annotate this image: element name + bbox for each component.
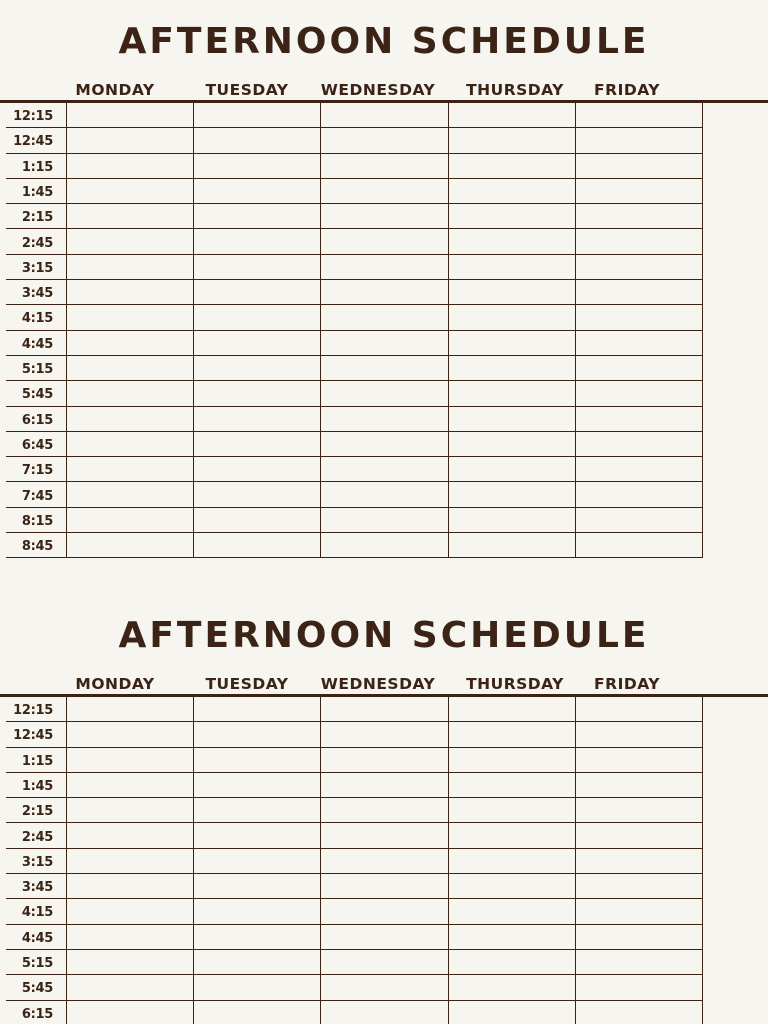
schedule-cell-tuesday[interactable]	[193, 255, 320, 280]
time-row	[0, 697, 768, 722]
schedule-cell-friday[interactable]	[575, 356, 702, 381]
schedule-cell-tuesday[interactable]	[193, 280, 320, 305]
schedule-cell-friday[interactable]	[575, 381, 702, 406]
schedule-cell-wednesday[interactable]	[320, 824, 448, 849]
schedule-cell-wednesday[interactable]	[320, 849, 448, 874]
time-label: 3:15	[21, 260, 53, 276]
schedule-cell-tuesday[interactable]	[193, 407, 320, 432]
schedule-cell-wednesday[interactable]	[320, 1001, 448, 1024]
time-label: 12:15	[13, 109, 53, 124]
time-label: 3:15	[21, 854, 53, 870]
schedule-cell-thursday[interactable]	[448, 824, 575, 849]
schedule-cell-thursday[interactable]	[448, 483, 575, 508]
time-row	[0, 154, 768, 179]
time-row	[0, 899, 768, 924]
time-label: 12:45	[13, 728, 53, 744]
schedule-cell-monday[interactable]	[66, 280, 193, 305]
schedule-cell-wednesday[interactable]	[320, 899, 448, 924]
schedule-cell-wednesday[interactable]	[320, 533, 448, 558]
schedule-cell-friday[interactable]	[575, 305, 702, 330]
schedule-cell-monday[interactable]	[66, 748, 193, 773]
schedule-cell-thursday[interactable]	[448, 975, 575, 1000]
schedule-cell-friday[interactable]	[575, 824, 702, 849]
schedule-cell-friday[interactable]	[575, 204, 702, 229]
schedule-cell-tuesday[interactable]	[193, 230, 320, 255]
schedule-cell-tuesday[interactable]	[193, 483, 320, 508]
schedule-cell-friday[interactable]	[575, 950, 702, 975]
schedule-cell-tuesday[interactable]	[193, 179, 320, 204]
schedule-cell-thursday[interactable]	[448, 432, 575, 457]
schedule-cell-wednesday[interactable]	[320, 103, 448, 128]
time-row	[0, 381, 768, 406]
schedule-cell-wednesday[interactable]	[320, 925, 448, 950]
schedule-cell-thursday[interactable]	[448, 179, 575, 204]
schedule-title: AFTERNOON SCHEDULE	[118, 21, 650, 62]
schedule-cell-thursday[interactable]	[448, 381, 575, 406]
schedule-cell-friday[interactable]	[575, 128, 702, 153]
schedule-cell-wednesday[interactable]	[320, 457, 448, 482]
schedule-cell-wednesday[interactable]	[320, 432, 448, 457]
schedule-cell-wednesday[interactable]	[320, 204, 448, 229]
time-label: 12:45	[13, 134, 53, 150]
time-label: 1:45	[21, 778, 53, 794]
schedule-cell-thursday[interactable]	[448, 356, 575, 381]
schedule-cell-monday[interactable]	[66, 230, 193, 255]
day-header-friday: FRIDAY	[594, 675, 660, 693]
schedule-cell-friday[interactable]	[575, 798, 702, 823]
column-divider	[193, 103, 194, 558]
schedule-cell-monday[interactable]	[66, 179, 193, 204]
schedule-cell-monday[interactable]	[66, 432, 193, 457]
time-label: 4:15	[21, 905, 53, 921]
schedule-cell-wednesday[interactable]	[320, 280, 448, 305]
time-label: 8:15	[21, 513, 53, 529]
column-divider	[448, 103, 449, 558]
schedule-cell-monday[interactable]	[66, 1001, 193, 1024]
time-label: 2:15	[21, 804, 53, 820]
day-header-thursday: THURSDAY	[466, 81, 564, 99]
schedule-cell-tuesday[interactable]	[193, 331, 320, 356]
schedule-cell-monday[interactable]	[66, 356, 193, 381]
schedule-cell-friday[interactable]	[575, 508, 702, 533]
time-row	[0, 874, 768, 899]
schedule-cell-thursday[interactable]	[448, 697, 575, 722]
schedule-cell-tuesday[interactable]	[193, 798, 320, 823]
day-header-monday: MONDAY	[75, 81, 155, 99]
time-row	[0, 748, 768, 773]
time-label: 5:15	[21, 956, 53, 971]
schedule-cell-monday[interactable]	[66, 154, 193, 179]
schedule-cell-thursday[interactable]	[448, 874, 575, 899]
time-label: 1:15	[21, 753, 53, 769]
schedule-cell-thursday[interactable]	[448, 280, 575, 305]
schedule-cell-wednesday[interactable]	[320, 748, 448, 773]
schedule-cell-thursday[interactable]	[448, 748, 575, 773]
schedule-cell-monday[interactable]	[66, 824, 193, 849]
schedule-cell-monday[interactable]	[66, 204, 193, 229]
schedule-cell-friday[interactable]	[575, 407, 702, 432]
schedule-cell-tuesday[interactable]	[193, 533, 320, 558]
schedule-cell-monday[interactable]	[66, 697, 193, 722]
schedule-cell-wednesday[interactable]	[320, 407, 448, 432]
schedule-cell-friday[interactable]	[575, 179, 702, 204]
schedule-cell-thursday[interactable]	[448, 407, 575, 432]
schedule-cell-tuesday[interactable]	[193, 824, 320, 849]
day-header-thursday: THURSDAY	[466, 675, 564, 693]
schedule-cell-thursday[interactable]	[448, 230, 575, 255]
schedule-cell-tuesday[interactable]	[193, 722, 320, 747]
column-divider	[575, 697, 576, 1024]
time-label: 7:45	[21, 488, 53, 504]
column-divider	[320, 697, 321, 1024]
time-label: 6:45	[21, 437, 53, 453]
day-header-wednesday: WEDNESDAY	[320, 675, 436, 693]
time-label: 1:15	[21, 159, 53, 175]
schedule-cell-monday[interactable]	[66, 381, 193, 406]
time-label: 4:15	[21, 311, 53, 327]
schedule-cell-friday[interactable]	[575, 975, 702, 1000]
time-row	[0, 483, 768, 508]
schedule-cell-friday[interactable]	[575, 533, 702, 558]
schedule-title: AFTERNOON SCHEDULE	[118, 615, 650, 656]
time-label: 12:15	[13, 703, 53, 718]
schedule-cell-tuesday[interactable]	[193, 697, 320, 722]
schedule-cell-monday[interactable]	[66, 508, 193, 533]
schedule-cell-wednesday[interactable]	[320, 874, 448, 899]
column-divider	[702, 697, 703, 1024]
schedule-cell-friday[interactable]	[575, 483, 702, 508]
time-label: 4:45	[21, 336, 53, 352]
schedule-cell-monday[interactable]	[66, 975, 193, 1000]
schedule-cell-thursday[interactable]	[448, 722, 575, 747]
schedule-cell-friday[interactable]	[575, 230, 702, 255]
time-row	[0, 1001, 768, 1024]
time-label: 8:45	[21, 539, 53, 555]
column-divider	[575, 103, 576, 558]
schedule-cell-monday[interactable]	[66, 407, 193, 432]
schedule-cell-tuesday[interactable]	[193, 773, 320, 798]
time-row	[0, 457, 768, 482]
time-row	[0, 925, 768, 950]
schedule-cell-monday[interactable]	[66, 849, 193, 874]
schedule-cell-monday[interactable]	[66, 103, 193, 128]
time-label: 5:45	[21, 387, 53, 403]
schedule-cell-monday[interactable]	[66, 798, 193, 823]
schedule-cell-thursday[interactable]	[448, 457, 575, 482]
column-divider	[193, 697, 194, 1024]
schedule-cell-tuesday[interactable]	[193, 950, 320, 975]
schedule-cell-friday[interactable]	[575, 748, 702, 773]
schedule-cell-tuesday[interactable]	[193, 457, 320, 482]
time-label: 4:45	[21, 930, 53, 946]
column-divider	[448, 697, 449, 1024]
schedule-cell-friday[interactable]	[575, 154, 702, 179]
schedule-cell-thursday[interactable]	[448, 103, 575, 128]
schedule-cell-friday[interactable]	[575, 1001, 702, 1024]
time-row	[0, 975, 768, 1000]
schedule-cell-thursday[interactable]	[448, 508, 575, 533]
schedule-cell-tuesday[interactable]	[193, 356, 320, 381]
day-header-tuesday: TUESDAY	[205, 81, 289, 99]
schedule-cell-monday[interactable]	[66, 305, 193, 330]
schedule-cell-wednesday[interactable]	[320, 230, 448, 255]
schedule-cell-thursday[interactable]	[448, 899, 575, 924]
schedule-cell-thursday[interactable]	[448, 925, 575, 950]
time-row	[0, 103, 768, 128]
schedule-cell-wednesday[interactable]	[320, 975, 448, 1000]
time-row	[0, 798, 768, 823]
time-label: 2:15	[21, 210, 53, 226]
time-row	[0, 356, 768, 381]
schedule-cell-tuesday[interactable]	[193, 103, 320, 128]
schedule-cell-wednesday[interactable]	[320, 381, 448, 406]
time-label: 5:45	[21, 981, 53, 997]
schedule-cell-monday[interactable]	[66, 874, 193, 899]
schedule-cell-thursday[interactable]	[448, 154, 575, 179]
time-row	[0, 722, 768, 747]
column-divider	[66, 697, 67, 1024]
time-label: 3:45	[21, 286, 53, 302]
schedule-cell-friday[interactable]	[575, 255, 702, 280]
time-row	[0, 849, 768, 874]
schedule-cell-wednesday[interactable]	[320, 305, 448, 330]
time-label: 6:15	[21, 1006, 53, 1022]
schedule-cell-tuesday[interactable]	[193, 204, 320, 229]
schedule-cell-wednesday[interactable]	[320, 255, 448, 280]
schedule-cell-tuesday[interactable]	[193, 508, 320, 533]
time-row	[0, 230, 768, 255]
time-row	[0, 331, 768, 356]
time-label: 5:15	[21, 362, 53, 377]
time-underline	[6, 557, 66, 558]
schedule-cell-monday[interactable]	[66, 773, 193, 798]
schedule-cell-thursday[interactable]	[448, 204, 575, 229]
day-header-monday: MONDAY	[75, 675, 155, 693]
schedule-cell-monday[interactable]	[66, 255, 193, 280]
schedule-cell-monday[interactable]	[66, 925, 193, 950]
schedule-cell-wednesday[interactable]	[320, 179, 448, 204]
time-row	[0, 533, 768, 558]
time-row	[0, 950, 768, 975]
column-divider	[702, 103, 703, 558]
schedule-cell-monday[interactable]	[66, 331, 193, 356]
time-row	[0, 773, 768, 798]
time-label: 2:45	[21, 829, 53, 845]
day-header-wednesday: WEDNESDAY	[320, 81, 436, 99]
schedule-cell-wednesday[interactable]	[320, 950, 448, 975]
schedule-cell-tuesday[interactable]	[193, 748, 320, 773]
time-row	[0, 179, 768, 204]
schedule-cell-thursday[interactable]	[448, 255, 575, 280]
time-row	[0, 280, 768, 305]
schedule-cell-thursday[interactable]	[448, 798, 575, 823]
schedule-cell-tuesday[interactable]	[193, 128, 320, 153]
schedule-cell-friday[interactable]	[575, 722, 702, 747]
schedule-cell-friday[interactable]	[575, 899, 702, 924]
column-divider	[320, 103, 321, 558]
schedule-cell-tuesday[interactable]	[193, 305, 320, 330]
day-header-tuesday: TUESDAY	[205, 675, 289, 693]
schedule-cell-friday[interactable]	[575, 874, 702, 899]
time-row	[0, 305, 768, 330]
schedule-cell-monday[interactable]	[66, 457, 193, 482]
schedule-cell-wednesday[interactable]	[320, 356, 448, 381]
schedule-cell-monday[interactable]	[66, 950, 193, 975]
time-row	[0, 204, 768, 229]
time-row	[0, 407, 768, 432]
schedule-cell-wednesday[interactable]	[320, 128, 448, 153]
schedule-cell-thursday[interactable]	[448, 849, 575, 874]
schedule-cell-thursday[interactable]	[448, 1001, 575, 1024]
time-row	[0, 824, 768, 849]
time-row	[0, 432, 768, 457]
time-label: 2:45	[21, 235, 53, 251]
schedule-cell-thursday[interactable]	[448, 533, 575, 558]
schedule-cell-friday[interactable]	[575, 331, 702, 356]
schedule-cell-wednesday[interactable]	[320, 483, 448, 508]
schedule-cell-wednesday[interactable]	[320, 798, 448, 823]
schedule-cell-wednesday[interactable]	[320, 773, 448, 798]
schedule-cell-friday[interactable]	[575, 925, 702, 950]
schedule-cell-tuesday[interactable]	[193, 925, 320, 950]
schedule-cell-monday[interactable]	[66, 722, 193, 747]
schedule-cell-monday[interactable]	[66, 533, 193, 558]
schedule-cell-thursday[interactable]	[448, 950, 575, 975]
schedule-cell-friday[interactable]	[575, 457, 702, 482]
schedule-cell-thursday[interactable]	[448, 331, 575, 356]
schedule-cell-friday[interactable]	[575, 773, 702, 798]
schedule-cell-wednesday[interactable]	[320, 331, 448, 356]
schedule-cell-wednesday[interactable]	[320, 722, 448, 747]
schedule-cell-tuesday[interactable]	[193, 975, 320, 1000]
schedule-cell-tuesday[interactable]	[193, 154, 320, 179]
day-header-friday: FRIDAY	[594, 81, 660, 99]
schedule-cell-friday[interactable]	[575, 432, 702, 457]
schedule-cell-monday[interactable]	[66, 899, 193, 924]
time-row	[0, 508, 768, 533]
schedule-cell-thursday[interactable]	[448, 305, 575, 330]
schedule-cell-wednesday[interactable]	[320, 697, 448, 722]
column-divider	[66, 103, 67, 558]
schedule-cell-tuesday[interactable]	[193, 432, 320, 457]
schedule-cell-thursday[interactable]	[448, 773, 575, 798]
time-label: 3:45	[21, 880, 53, 896]
schedule-cell-friday[interactable]	[575, 103, 702, 128]
schedule-cell-friday[interactable]	[575, 280, 702, 305]
schedule-cell-wednesday[interactable]	[320, 508, 448, 533]
schedule-cell-friday[interactable]	[575, 697, 702, 722]
schedule-cell-monday[interactable]	[66, 128, 193, 153]
schedule-cell-tuesday[interactable]	[193, 381, 320, 406]
schedule-cell-wednesday[interactable]	[320, 154, 448, 179]
time-label: 7:15	[21, 463, 53, 479]
schedule-cell-tuesday[interactable]	[193, 1001, 320, 1024]
schedule-cell-monday[interactable]	[66, 483, 193, 508]
time-label: 6:15	[21, 412, 53, 428]
schedule-cell-tuesday[interactable]	[193, 849, 320, 874]
schedule-cell-tuesday[interactable]	[193, 899, 320, 924]
time-row	[0, 255, 768, 280]
time-row	[0, 128, 768, 153]
time-label: 1:45	[21, 184, 53, 200]
schedule-cell-friday[interactable]	[575, 849, 702, 874]
schedule-cell-tuesday[interactable]	[193, 874, 320, 899]
schedule-cell-thursday[interactable]	[448, 128, 575, 153]
